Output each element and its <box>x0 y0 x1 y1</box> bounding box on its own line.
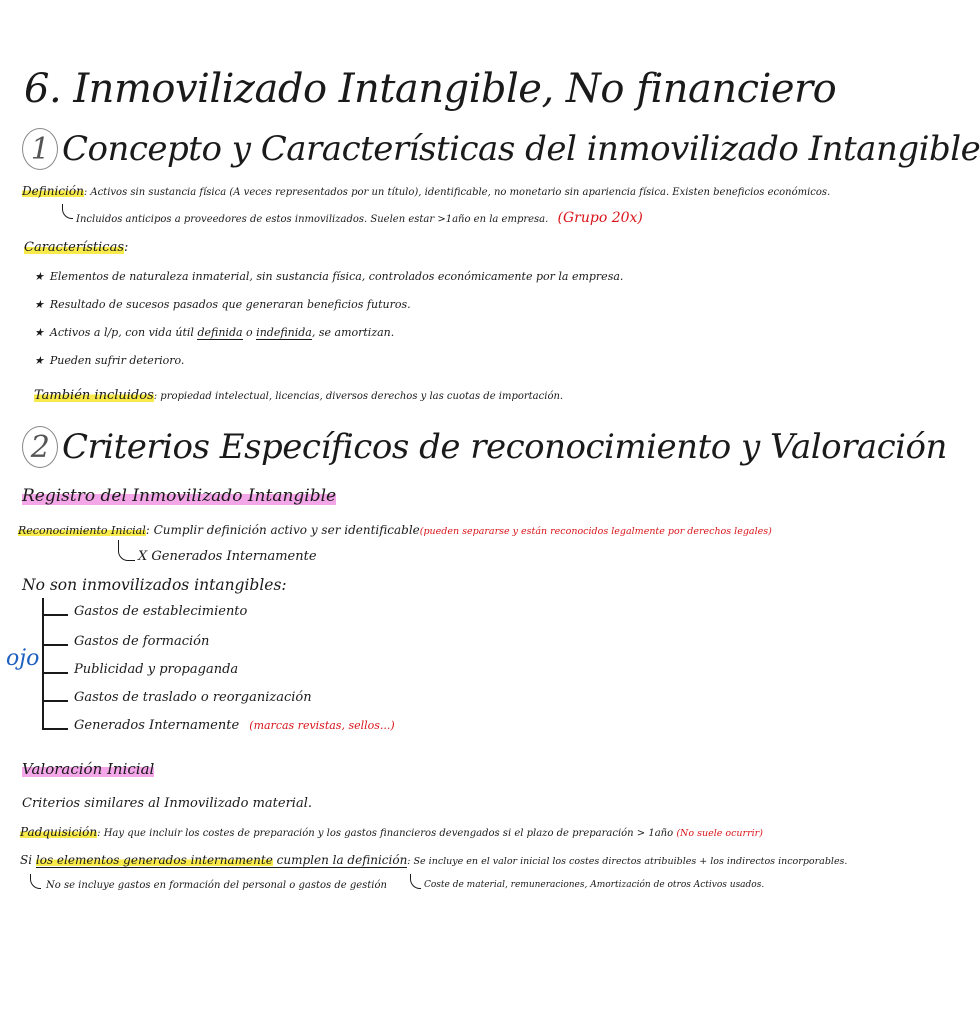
hook-connector <box>62 204 73 219</box>
also-included-label: También incluidos <box>34 388 154 403</box>
bullet-text: Resultado de sucesos pasados que generaran beneficios futuros. <box>49 298 411 311</box>
bullet-item <box>34 298 411 311</box>
generated-elements-mid: cumplen la definición <box>272 853 408 867</box>
definition-text: : Activos sin sustancia física (A veces representados por un título), identificable, no monetario sin apariencia física. Existen beneficios económicos. <box>83 187 831 198</box>
included-line <box>76 210 643 226</box>
hook-connector <box>410 874 421 889</box>
acquisition-label: Padquisición <box>20 825 98 839</box>
hook-connector <box>30 874 41 889</box>
list-item: Gastos de formación <box>74 634 210 649</box>
underlined-word: definida <box>197 326 243 339</box>
characteristics-heading <box>24 240 128 255</box>
valuation-heading <box>22 760 154 778</box>
bullet-text: Activos a l/p, con vida útil <box>49 326 198 339</box>
tree-branch <box>42 672 68 674</box>
characteristics-colon: : <box>124 240 129 255</box>
cost-text: Coste de material, remuneraciones, Amortización de otros Activos usados. <box>424 880 765 890</box>
tree-line <box>42 598 44 728</box>
list-item: Gastos de traslado o reorganización <box>74 690 312 705</box>
generated-elements-line <box>20 853 847 867</box>
ojo-note: ojo <box>6 646 40 671</box>
page-title: 6. Inmovilizado Intangible, No financiero <box>24 66 837 112</box>
included-text: Incluidos anticipos a proveedores de estos inmovilizados. Suelen estar >1año en la empresa. <box>76 214 549 225</box>
also-included-line <box>34 388 563 403</box>
bullet-text: Elementos de naturaleza inmaterial, sin sustancia física, controlados económicamente por la empresa. <box>49 270 624 283</box>
section-1-title: Concepto y Características del inmovilizado Intangible <box>62 129 980 169</box>
tree-branch <box>42 700 68 702</box>
bullet-item <box>34 354 184 367</box>
bullet-item <box>34 326 394 339</box>
recognition-text: : Cumplir definición activo y ser identificable <box>145 523 420 537</box>
registration-heading <box>22 486 336 506</box>
tree-branch <box>42 644 68 646</box>
recognition-note: (pueden separarse y están reconocidos legalmente por derechos legales) <box>419 526 772 537</box>
tree-branch <box>42 728 68 730</box>
star-icon: ★ <box>34 270 44 283</box>
section-2-title: Criterios Específicos de reconocimiento y Valoración <box>62 427 947 467</box>
grupo-note: (Grupo 20x) <box>557 210 643 226</box>
generated-elements-label: los elementos generados internamente <box>35 853 273 867</box>
acquisition-line <box>20 825 763 839</box>
acquisition-note: (No suele ocurrir) <box>676 828 763 839</box>
definition-line <box>22 184 830 198</box>
star-icon: ★ <box>34 298 44 311</box>
bullet-item <box>34 270 623 283</box>
generated-internally: X Generados Internamente <box>138 549 317 564</box>
list-item-note: (marcas revistas, sellos...) <box>249 719 395 732</box>
recognition-label: Reconocimiento Inicial <box>18 524 146 537</box>
star-icon: ★ <box>34 354 44 367</box>
star-icon: ★ <box>34 326 44 339</box>
registration-title: Registro del Inmovilizado Intangible <box>22 486 337 506</box>
characteristics-label: Características <box>24 240 124 255</box>
not-included-text: No se incluye gastos en formación del personal o gastos de gestión <box>46 880 387 891</box>
generated-elements-text: : Se incluye en el valor inicial los costes directos atribuibles + los indirectos incorporables. <box>407 856 848 867</box>
bullet-text: Pueden sufrir deterioro. <box>49 354 185 367</box>
section-2-heading <box>22 426 947 468</box>
criteria-text: Criterios similares al Inmovilizado material. <box>22 796 312 811</box>
valuation-title: Valoración Inicial <box>22 760 155 778</box>
not-intangibles-heading: No son inmovilizados intangibles: <box>22 576 287 594</box>
acquisition-text: : Hay que incluir los costes de preparación y los gastos financieros devengados si el plazo de preparación > 1año <box>97 828 674 839</box>
section-number-badge: 1 <box>22 128 58 170</box>
definition-label: Definición <box>22 184 84 198</box>
bullet-text: o <box>242 326 257 339</box>
also-included-text: : propiedad intelectual, licencias, diversos derechos y las cuotas de importación. <box>153 391 564 402</box>
list-item: Gastos de establecimiento <box>74 604 248 619</box>
list-item: Publicidad y propaganda <box>74 662 239 677</box>
section-1-heading <box>22 128 980 170</box>
list-item <box>74 718 395 733</box>
list-item-text: Generados Internamente <box>74 718 240 733</box>
recognition-line <box>18 523 772 537</box>
hook-connector <box>118 540 135 561</box>
underlined-word: indefinida <box>256 326 312 339</box>
bullet-text: , se amortizan. <box>311 326 395 339</box>
si-prefix: Si <box>20 853 36 867</box>
section-number-badge: 2 <box>22 426 58 468</box>
tree-branch <box>42 614 68 616</box>
